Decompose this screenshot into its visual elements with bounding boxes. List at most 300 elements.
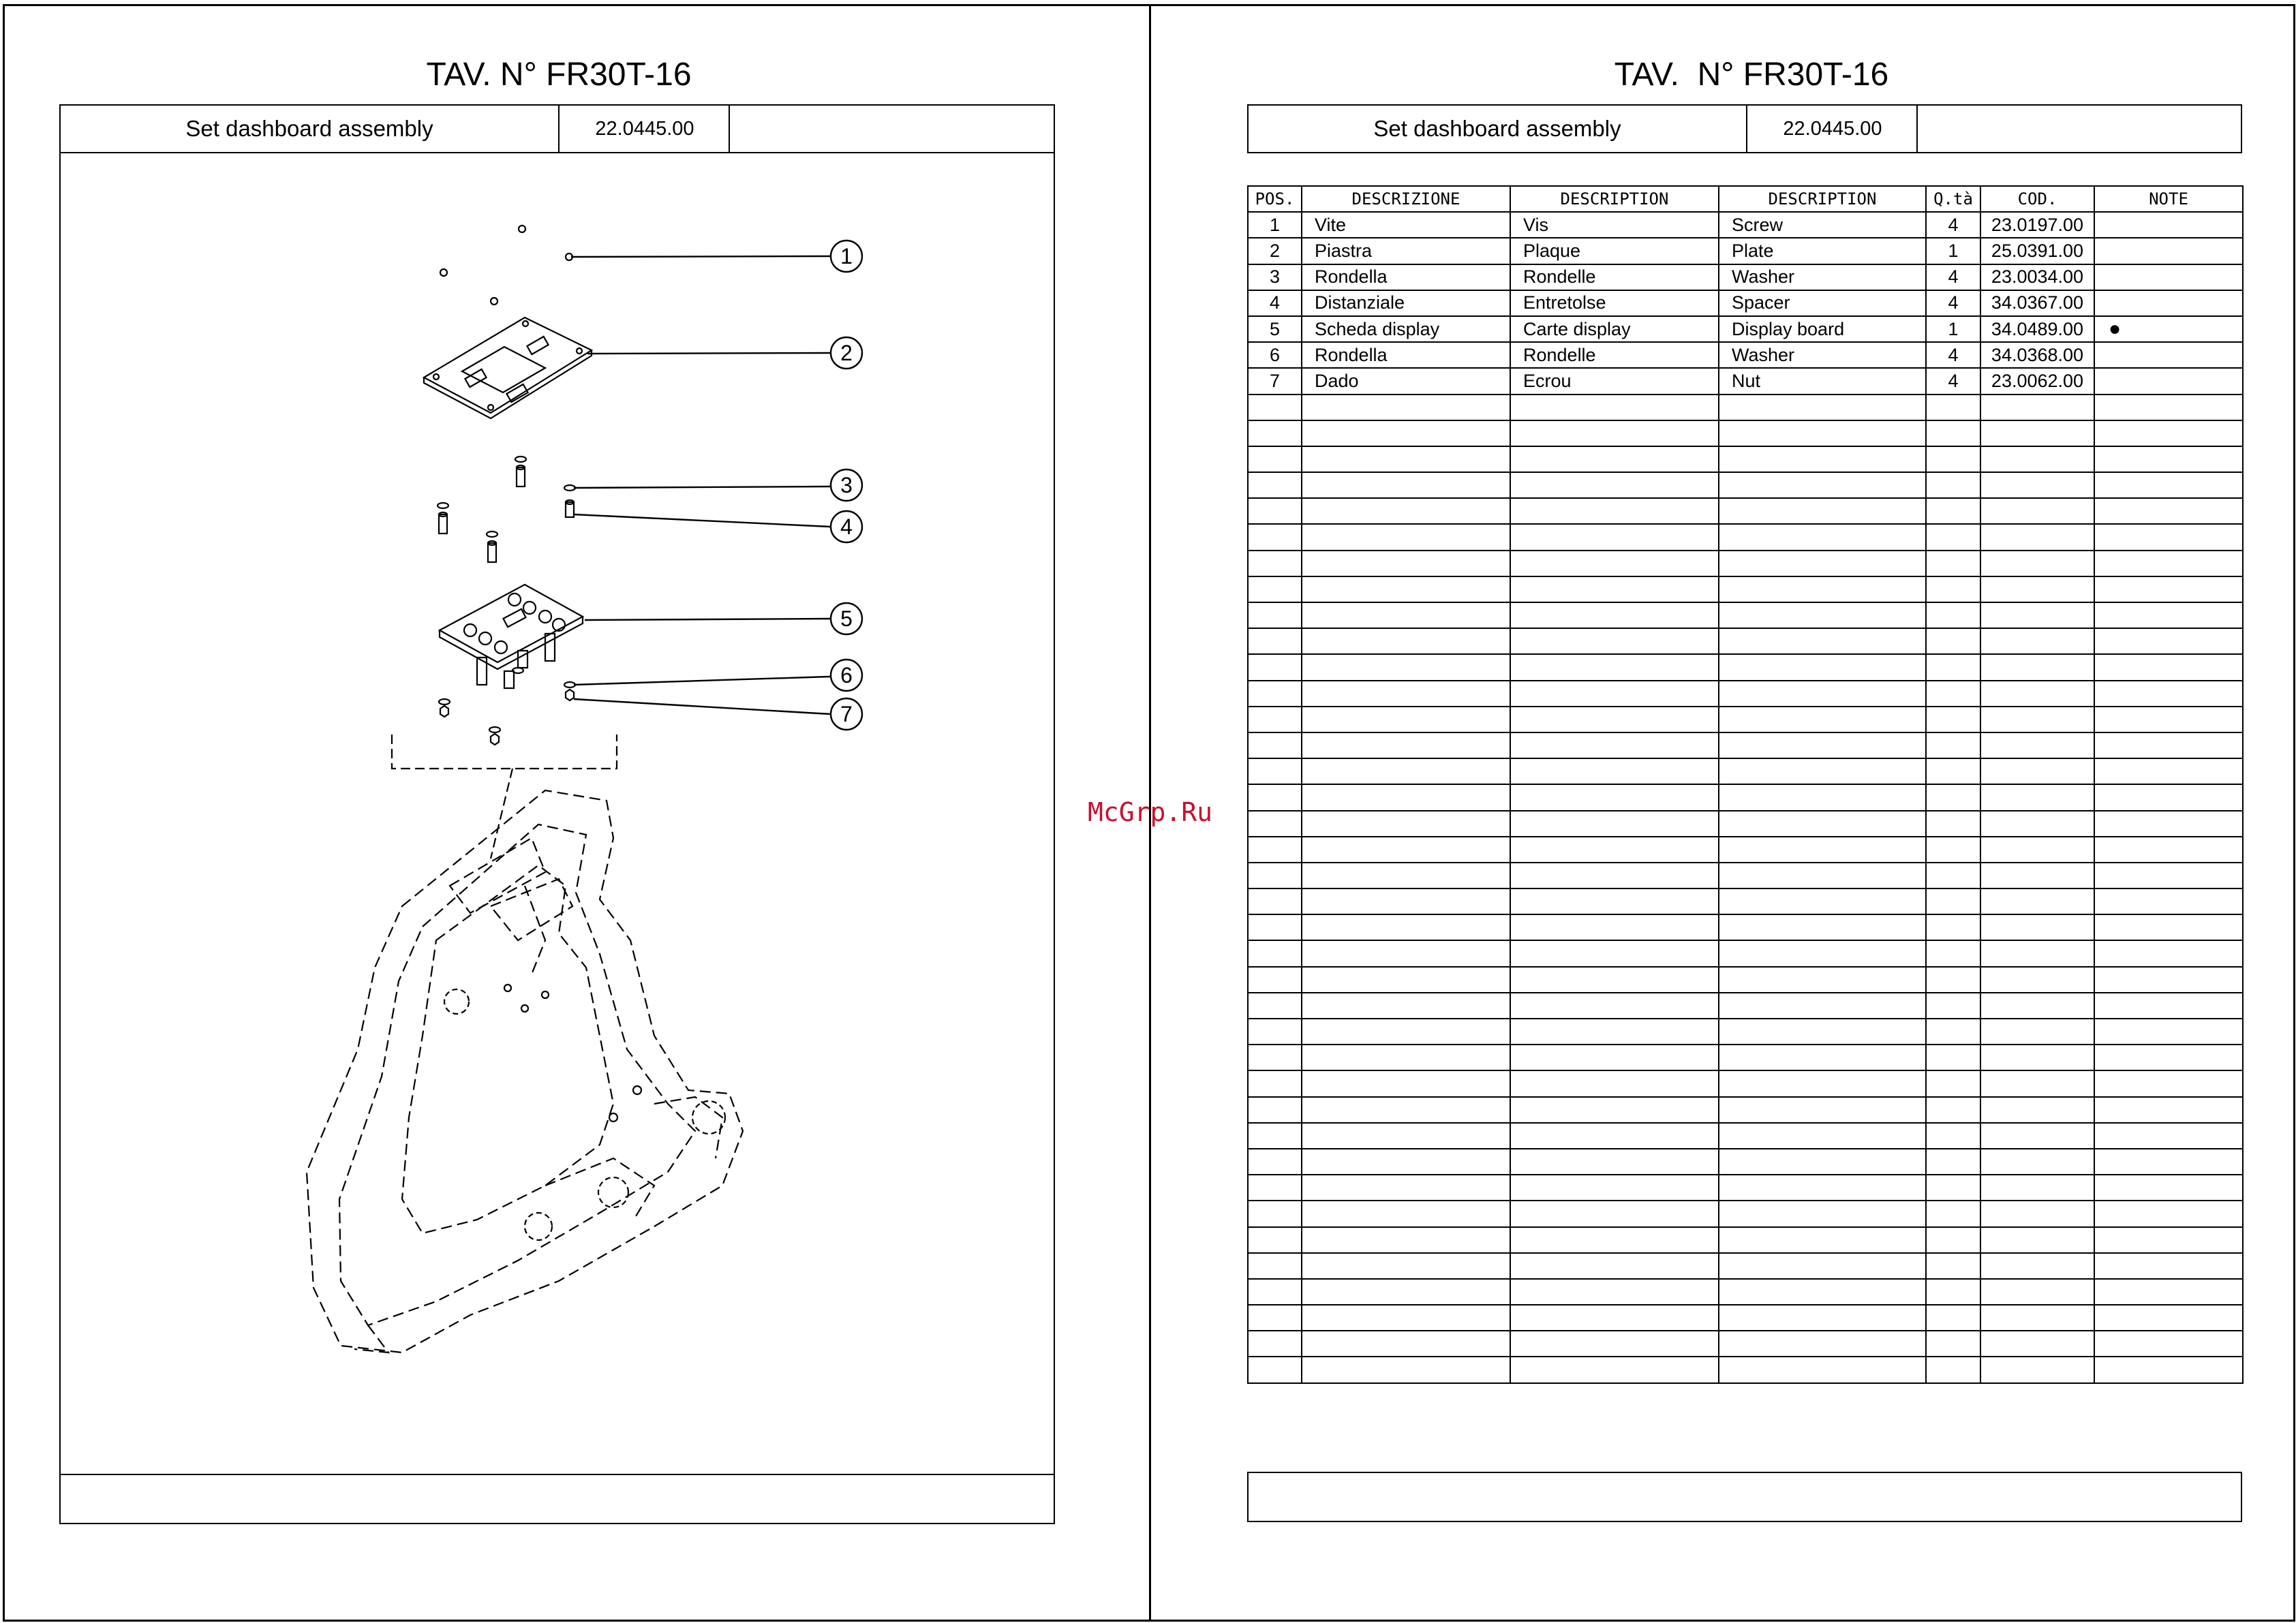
empty-cell (1510, 1279, 1719, 1305)
empty-cell (1510, 446, 1719, 472)
right-header-code: 22.0445.00 (1746, 106, 1918, 152)
empty-cell (1926, 551, 1980, 576)
cell-qty: 4 (1926, 368, 1980, 394)
empty-cell (1980, 1279, 2094, 1305)
empty-cell (2094, 602, 2243, 628)
watermark: McGrp.Ru (1088, 797, 1213, 827)
empty-cell (1248, 811, 1302, 837)
empty-cell (1510, 395, 1719, 420)
empty-cell (1926, 967, 1980, 993)
empty-cell (1302, 681, 1510, 707)
empty-cell (1248, 602, 1302, 628)
cell-note (2094, 238, 2243, 264)
empty-cell (1926, 446, 1980, 472)
empty-cell (2094, 1149, 2243, 1175)
empty-cell (1248, 1097, 1302, 1123)
empty-cell (1980, 1253, 2094, 1279)
cell-descrizione: Distanziale (1302, 290, 1510, 316)
empty-cell (1302, 1331, 1510, 1357)
cell-pos: 4 (1248, 290, 1302, 316)
empty-cell (1719, 1045, 1926, 1070)
empty-cell (1980, 940, 2094, 966)
empty-cell (1302, 446, 1510, 472)
empty-cell (2094, 420, 2243, 446)
empty-cell (1926, 1149, 1980, 1175)
table-row-empty (1248, 940, 2243, 966)
empty-cell (1719, 1253, 1926, 1279)
table-row-empty (1248, 420, 2243, 446)
empty-cell (2094, 940, 2243, 966)
empty-cell (1926, 628, 1980, 654)
col-header-descrizione: DESCRIZIONE (1302, 186, 1510, 212)
cell-code: 23.0062.00 (1980, 368, 2094, 394)
empty-cell (1980, 524, 2094, 550)
cell-description-en: Display board (1719, 316, 1926, 342)
empty-cell (1719, 863, 1926, 888)
empty-cell (2094, 993, 2243, 1019)
table-row-empty (1248, 993, 2243, 1019)
col-header-qty: Q.tà (1926, 186, 1980, 212)
table-row-empty (1248, 1357, 2243, 1382)
empty-cell (1302, 863, 1510, 888)
empty-cell (1248, 524, 1302, 550)
empty-cell (1248, 1045, 1302, 1070)
empty-cell (1510, 863, 1719, 888)
empty-cell (1980, 1045, 2094, 1070)
empty-cell (1926, 472, 1980, 498)
empty-cell (1248, 888, 1302, 914)
table-row-empty (1248, 576, 2243, 602)
frame-detail-circles (444, 985, 725, 1240)
col-header-code: COD. (1980, 186, 2094, 212)
empty-cell (2094, 1070, 2243, 1096)
empty-cell (1980, 1070, 2094, 1096)
cell-descrizione: Dado (1302, 368, 1510, 394)
table-row-empty (1248, 707, 2243, 732)
callout-label-2: 2 (840, 341, 853, 365)
empty-cell (1248, 707, 1302, 732)
empty-cell (1719, 1357, 1926, 1382)
empty-cell (1248, 940, 1302, 966)
right-page-title: TAV. N° FR30T-16 (1614, 57, 1889, 93)
empty-cell (1980, 837, 2094, 863)
empty-cell (1510, 628, 1719, 654)
table-row-empty (1248, 1331, 2243, 1357)
callout-label-3: 3 (840, 473, 853, 497)
empty-cell (1510, 1331, 1719, 1357)
empty-cell (1302, 967, 1510, 993)
table-row-empty (1248, 654, 2243, 680)
empty-cell (1980, 1123, 2094, 1149)
empty-cell (1926, 811, 1980, 837)
empty-cell (2094, 1175, 2243, 1201)
table-row-empty (1248, 837, 2243, 863)
empty-cell (2094, 1019, 2243, 1045)
empty-cell (1510, 1357, 1719, 1382)
table-row-empty (1248, 602, 2243, 628)
empty-cell (1926, 1227, 1980, 1253)
empty-cell (1510, 707, 1719, 732)
table-row (1248, 264, 2243, 290)
empty-cell (1302, 914, 1510, 940)
spacer-part-4 (439, 465, 574, 562)
table-header-row (1248, 186, 2243, 212)
empty-cell (1248, 1253, 1302, 1279)
empty-cell (1926, 654, 1980, 680)
nut-part-7 (440, 690, 574, 745)
empty-cell (1302, 837, 1510, 863)
empty-cell (1719, 420, 1926, 446)
table-row (1248, 342, 2243, 368)
table-row (1248, 316, 2243, 342)
empty-cell (1980, 1097, 2094, 1123)
empty-cell (2094, 1201, 2243, 1226)
table-row-empty (1248, 967, 2243, 993)
empty-cell (1510, 967, 1719, 993)
empty-cell (1980, 1357, 2094, 1382)
empty-cell (1719, 1331, 1926, 1357)
cell-description-en: Spacer (1719, 290, 1926, 316)
table-row-empty (1248, 1253, 2243, 1279)
empty-cell (1302, 472, 1510, 498)
empty-cell (1302, 732, 1510, 758)
empty-cell (1248, 863, 1302, 888)
cell-note-bullet: ● (2094, 316, 2243, 342)
empty-cell (1248, 1175, 1302, 1201)
empty-cell (1719, 993, 1926, 1019)
cell-description-en: Washer (1719, 342, 1926, 368)
empty-cell (1980, 551, 2094, 576)
empty-cell (1980, 576, 2094, 602)
empty-cell (1719, 1123, 1926, 1149)
empty-cell (1926, 707, 1980, 732)
empty-cell (1302, 1123, 1510, 1149)
empty-cell (1248, 1149, 1302, 1175)
empty-cell (1248, 551, 1302, 576)
empty-cell (1719, 395, 1926, 420)
empty-cell (1510, 1097, 1719, 1123)
cell-description-en: Nut (1719, 368, 1926, 394)
empty-cell (1719, 1070, 1926, 1096)
empty-cell (1926, 1279, 1980, 1305)
empty-cell (1719, 1097, 1926, 1123)
empty-cell (1719, 707, 1926, 732)
cell-descrizione: Vite (1302, 212, 1510, 238)
table-row-empty (1248, 914, 2243, 940)
table-row-empty (1248, 1123, 2243, 1149)
empty-cell (1302, 628, 1510, 654)
cell-description-fr: Ecrou (1510, 368, 1719, 394)
empty-cell (1510, 1227, 1719, 1253)
empty-cell (1510, 524, 1719, 550)
empty-cell (1248, 420, 1302, 446)
empty-cell (1719, 681, 1926, 707)
empty-cell (1980, 1175, 2094, 1201)
empty-cell (1980, 420, 2094, 446)
empty-cell (2094, 1097, 2243, 1123)
empty-cell (1248, 395, 1302, 420)
empty-cell (1510, 784, 1719, 810)
empty-cell (1302, 576, 1510, 602)
right-header-box (1247, 104, 2242, 153)
table-row (1248, 290, 2243, 316)
empty-cell (1926, 914, 1980, 940)
empty-cell (1926, 1123, 1980, 1149)
cell-pos: 6 (1248, 342, 1302, 368)
cell-qty: 4 (1926, 342, 1980, 368)
empty-cell (1980, 1149, 2094, 1175)
empty-cell (1302, 993, 1510, 1019)
table-row-empty (1248, 681, 2243, 707)
empty-cell (1719, 446, 1926, 472)
empty-cell (1248, 628, 1302, 654)
empty-cell (1719, 732, 1926, 758)
empty-cell (1248, 732, 1302, 758)
table-row (1248, 368, 2243, 394)
empty-cell (1302, 1279, 1510, 1305)
cell-pos: 1 (1248, 212, 1302, 238)
empty-cell (1980, 967, 2094, 993)
empty-cell (1302, 1149, 1510, 1175)
empty-cell (1510, 811, 1719, 837)
empty-cell (1302, 707, 1510, 732)
empty-cell (1510, 940, 1719, 966)
empty-cell (1510, 1305, 1719, 1331)
cell-description-en: Plate (1719, 238, 1926, 264)
washer-part-6 (439, 668, 575, 732)
empty-cell (1926, 576, 1980, 602)
empty-cell (1510, 1123, 1719, 1149)
cell-description-fr: Plaque (1510, 238, 1719, 264)
empty-cell (1248, 967, 1302, 993)
empty-cell (2094, 446, 2243, 472)
empty-cell (1510, 758, 1719, 784)
cell-code: 34.0367.00 (1980, 290, 2094, 316)
table-row (1248, 238, 2243, 264)
empty-cell (1510, 654, 1719, 680)
empty-cell (1926, 863, 1980, 888)
cell-description-fr: Entretolse (1510, 290, 1719, 316)
empty-cell (2094, 395, 2243, 420)
table-row-empty (1248, 1227, 2243, 1253)
cell-description-fr: Rondelle (1510, 342, 1719, 368)
empty-cell (1926, 758, 1980, 784)
cell-code: 25.0391.00 (1980, 238, 2094, 264)
empty-cell (1248, 1201, 1302, 1226)
empty-cell (1510, 837, 1719, 863)
empty-cell (1980, 784, 2094, 810)
empty-cell (1302, 498, 1510, 524)
col-header-description-fr: DESCRIPTION (1510, 186, 1719, 212)
empty-cell (2094, 472, 2243, 498)
cell-qty: 1 (1926, 316, 1980, 342)
callout-label-5: 5 (840, 606, 853, 631)
empty-cell (1719, 940, 1926, 966)
empty-cell (1719, 811, 1926, 837)
empty-cell (1926, 1019, 1980, 1045)
empty-cell (1926, 524, 1980, 550)
empty-cell (1248, 1279, 1302, 1305)
empty-cell (1510, 551, 1719, 576)
cell-descrizione: Rondella (1302, 342, 1510, 368)
table-row-empty (1248, 524, 2243, 550)
empty-cell (1719, 1305, 1926, 1331)
table-row-empty (1248, 732, 2243, 758)
cell-description-en: Washer (1719, 264, 1926, 290)
table-row-empty (1248, 446, 2243, 472)
empty-cell (1719, 576, 1926, 602)
empty-cell (1248, 576, 1302, 602)
empty-cell (1248, 498, 1302, 524)
empty-cell (1926, 1305, 1980, 1331)
empty-cell (2094, 628, 2243, 654)
display-board-part-5 (440, 585, 583, 688)
empty-cell (1510, 420, 1719, 446)
empty-cell (1926, 1070, 1980, 1096)
cell-descrizione: Piastra (1302, 238, 1510, 264)
empty-cell (2094, 1253, 2243, 1279)
empty-cell (1302, 524, 1510, 550)
table-row-empty (1248, 472, 2243, 498)
cell-descrizione: Scheda display (1302, 316, 1510, 342)
empty-cell (1248, 1070, 1302, 1096)
empty-cell (1302, 420, 1510, 446)
empty-cell (1980, 732, 2094, 758)
cell-note (2094, 342, 2243, 368)
empty-cell (1926, 395, 1980, 420)
empty-cell (1302, 1201, 1510, 1226)
cell-qty: 4 (1926, 290, 1980, 316)
cell-pos: 2 (1248, 238, 1302, 264)
table-row-empty (1248, 395, 2243, 420)
empty-cell (1980, 1019, 2094, 1045)
empty-cell (2094, 1123, 2243, 1149)
empty-cell (2094, 654, 2243, 680)
cell-qty: 4 (1926, 264, 1980, 290)
empty-cell (1302, 1070, 1510, 1096)
empty-cell (1302, 1019, 1510, 1045)
empty-cell (1510, 681, 1719, 707)
right-header-name: Set dashboard assembly (1373, 116, 1621, 141)
empty-cell (1926, 888, 1980, 914)
empty-cell (1926, 837, 1980, 863)
empty-cell (1510, 498, 1719, 524)
parts-list-table (1247, 185, 2244, 1384)
empty-cell (1302, 1357, 1510, 1382)
callout-label-7: 7 (840, 702, 853, 726)
cell-code: 34.0489.00 (1980, 316, 2094, 342)
empty-cell (2094, 1357, 2243, 1382)
empty-cell (2094, 1305, 2243, 1331)
empty-cell (2094, 681, 2243, 707)
table-row-empty (1248, 1201, 2243, 1226)
empty-cell (1980, 758, 2094, 784)
empty-cell (1510, 602, 1719, 628)
empty-cell (2094, 732, 2243, 758)
empty-cell (1302, 1253, 1510, 1279)
empty-cell (2094, 811, 2243, 837)
left-page-title: TAV. N° FR30T-16 (426, 57, 692, 93)
empty-cell (1302, 811, 1510, 837)
empty-cell (1719, 888, 1926, 914)
empty-cell (1510, 993, 1719, 1019)
right-header-extra (1916, 106, 2244, 152)
empty-cell (2094, 837, 2243, 863)
empty-cell (1926, 732, 1980, 758)
col-header-description-en: DESCRIPTION (1719, 186, 1926, 212)
right-footer-box (1247, 1472, 2242, 1522)
empty-cell (1926, 1097, 1980, 1123)
cell-qty: 4 (1926, 212, 1980, 238)
empty-cell (1926, 1201, 1980, 1226)
table-row-empty (1248, 811, 2243, 837)
cell-description-fr: Vis (1510, 212, 1719, 238)
empty-cell (1719, 524, 1926, 550)
empty-cell (1510, 1045, 1719, 1070)
empty-cell (1980, 602, 2094, 628)
empty-cell (2094, 498, 2243, 524)
empty-cell (1510, 1019, 1719, 1045)
empty-cell (1980, 395, 2094, 420)
empty-cell (1302, 1175, 1510, 1201)
cell-note (2094, 290, 2243, 316)
empty-cell (1926, 784, 1980, 810)
empty-cell (1248, 1123, 1302, 1149)
table-row-empty (1248, 784, 2243, 810)
empty-cell (1302, 784, 1510, 810)
empty-cell (1719, 1227, 1926, 1253)
table-row-empty (1248, 551, 2243, 576)
empty-cell (2094, 1279, 2243, 1305)
empty-cell (1980, 914, 2094, 940)
cell-descrizione: Rondella (1302, 264, 1510, 290)
empty-cell (1248, 1357, 1302, 1382)
empty-cell (1926, 1175, 1980, 1201)
empty-cell (1248, 681, 1302, 707)
cell-pos: 7 (1248, 368, 1302, 394)
empty-cell (1980, 1227, 2094, 1253)
empty-cell (2094, 863, 2243, 888)
table-row-empty (1248, 888, 2243, 914)
empty-cell (1719, 837, 1926, 863)
cell-note (2094, 212, 2243, 238)
empty-cell (1510, 888, 1719, 914)
col-header-pos: POS. (1248, 186, 1302, 212)
empty-cell (1510, 1070, 1719, 1096)
empty-cell (1248, 472, 1302, 498)
empty-cell (1926, 993, 1980, 1019)
empty-cell (1302, 602, 1510, 628)
empty-cell (1926, 681, 1980, 707)
empty-cell (1980, 1331, 2094, 1357)
empty-cell (2094, 551, 2243, 576)
empty-cell (1302, 1305, 1510, 1331)
table-row (1248, 212, 2243, 238)
callout-leader-lines (571, 256, 830, 714)
table-row-empty (1248, 1097, 2243, 1123)
table-row-empty (1248, 1175, 2243, 1201)
empty-cell (1980, 498, 2094, 524)
empty-cell (1248, 446, 1302, 472)
empty-cell (1719, 967, 1926, 993)
callout-label-6: 6 (840, 663, 853, 687)
table-row-empty (1248, 863, 2243, 888)
empty-cell (1248, 837, 1302, 863)
callout-label-1: 1 (840, 244, 853, 268)
empty-cell (1510, 472, 1719, 498)
empty-cell (1926, 1253, 1980, 1279)
empty-cell (1980, 681, 2094, 707)
